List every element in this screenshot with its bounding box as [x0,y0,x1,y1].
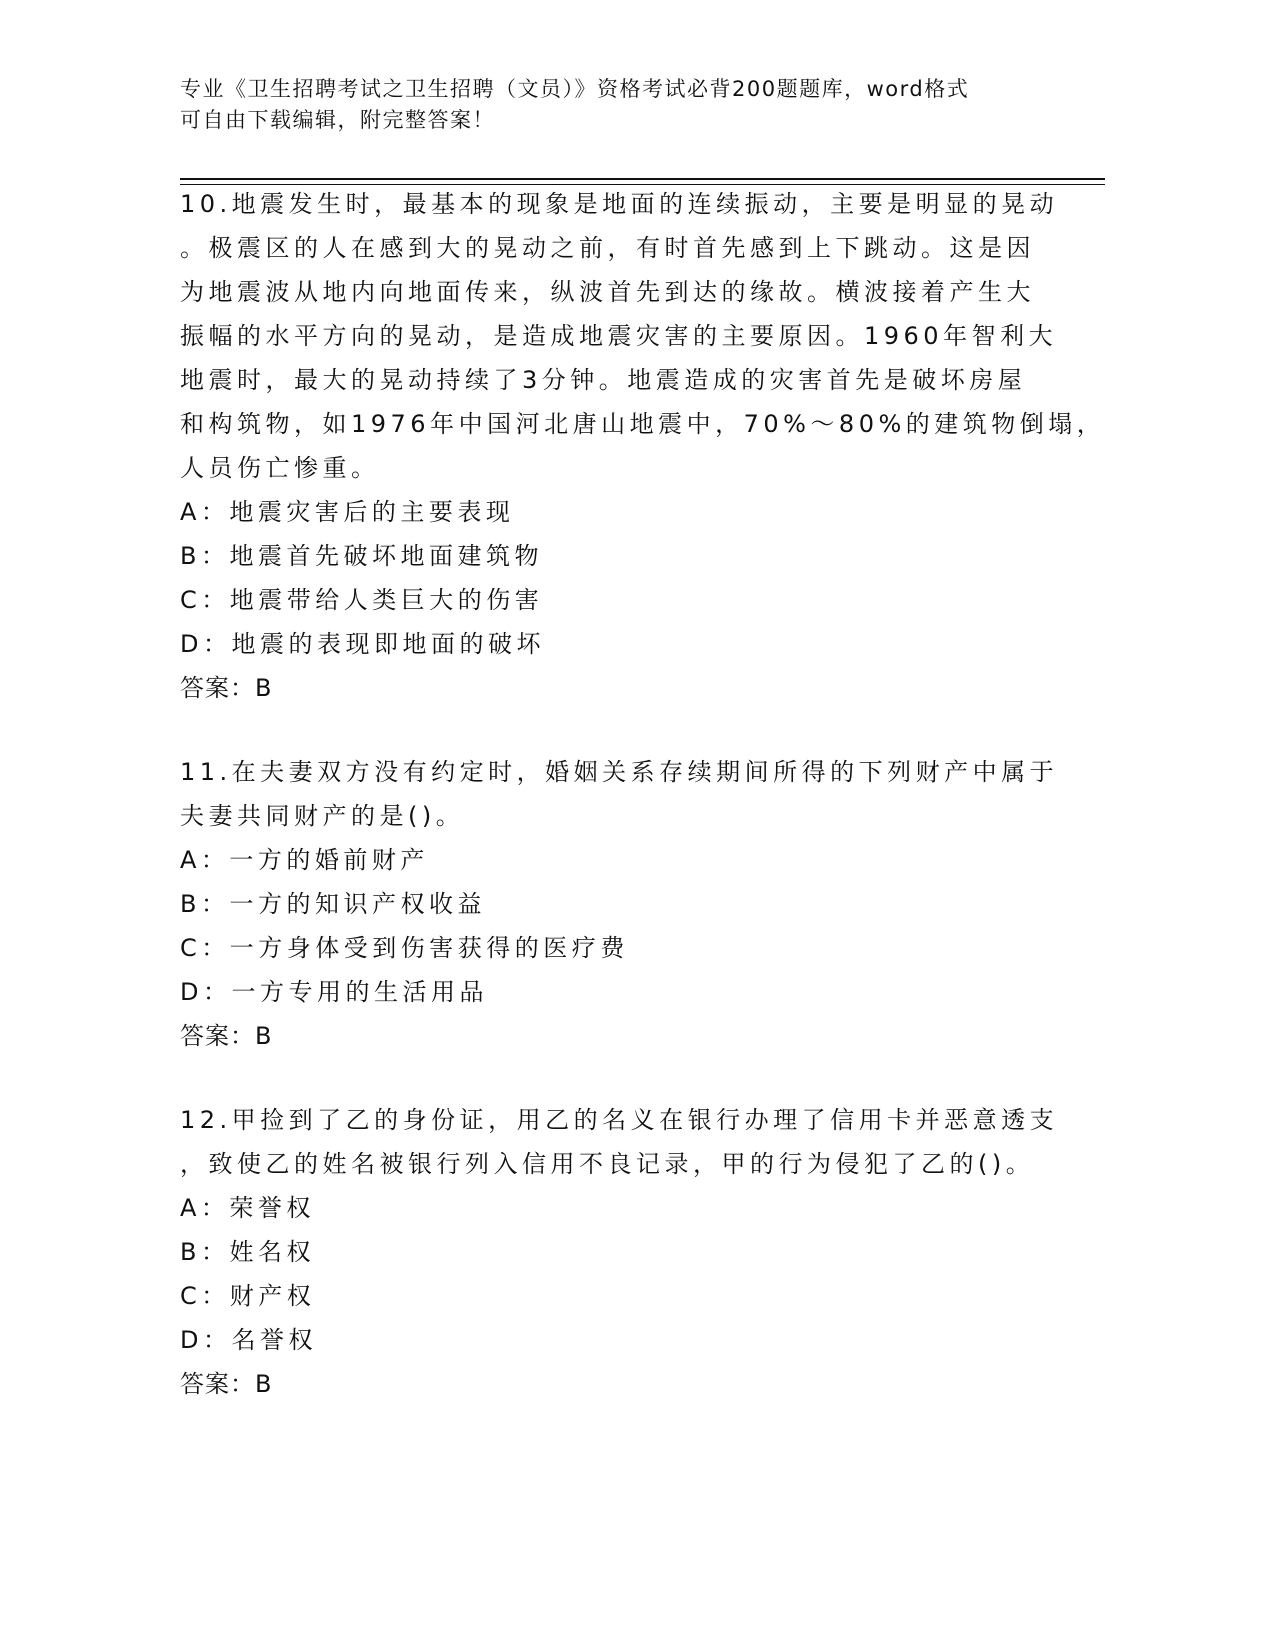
question-text-line: 和构筑物，如1976年中国河北唐山地震中，70%～80%的建筑物倒塌， [180,410,1106,438]
question-text-line: 振幅的水平方向的晃动，是造成地震灾害的主要原因。1960年智利大 [180,322,1058,350]
answer-option: C：地震带给人类巨大的伤害 [180,586,544,614]
question-block [180,1098,1080,1406]
question-text-line: 夫妻共同财产的是()。 [180,802,465,830]
header-line-1: 专业《卫生招聘考试之卫生招聘（文员）》资格考试必背200题题库，word格式 [180,77,970,101]
answer-option: D：名誉权 [180,1326,317,1354]
question-text-line: 为地震波从地内向地面传来，纵波首先到达的缘故。横波接着产生大 [180,278,1035,306]
question-text-line: ，致使乙的姓名被银行列入信用不良记录，甲的行为侵犯了乙的()。 [180,1150,1035,1178]
question-text-line: 11.在夫妻双方没有约定时，婚姻关系存续期间所得的下列财产中属于 [180,758,1059,786]
question-text-line: 人员伤亡惨重。 [180,454,380,482]
answer-option: B：地震首先破坏地面建筑物 [180,542,543,570]
answer-option: A：地震灾害后的主要表现 [180,498,515,526]
document-header [180,74,1040,136]
question-text-line: 地震时，最大的晃动持续了3分钟。地震造成的灾害首先是破坏房屋 [180,366,1027,394]
answer-option: C：财产权 [180,1282,316,1310]
answer-option: D：地震的表现即地面的破坏 [180,630,545,658]
answer-option: C：一方身体受到伤害获得的医疗费 [180,934,629,962]
answer-option: D：一方专用的生活用品 [180,978,488,1006]
question-block [180,750,1080,1058]
answer-key: 答案：B [180,1370,273,1398]
question-text-line: 。极震区的人在感到大的晃动之前，有时首先感到上下跳动。这是因 [180,234,1035,262]
answer-key: 答案：B [180,1022,273,1050]
answer-option: A：荣誉权 [180,1194,315,1222]
question-text-line: 12.甲捡到了乙的身份证，用乙的名义在银行办理了信用卡并恶意透支 [180,1106,1059,1134]
question-text-line: 10.地震发生时，最基本的现象是地面的连续振动，主要是明显的晃动 [180,190,1059,218]
header-line-2: 可自由下载编辑，附完整答案！ [180,108,495,132]
answer-option: B：姓名权 [180,1238,315,1266]
question-block [180,182,1106,710]
header-divider [180,178,1105,180]
answer-key: 答案：B [180,674,273,702]
answer-option: A：一方的婚前财产 [180,846,429,874]
answer-option: B：一方的知识产权收益 [180,890,486,918]
question-list [180,182,1106,1446]
